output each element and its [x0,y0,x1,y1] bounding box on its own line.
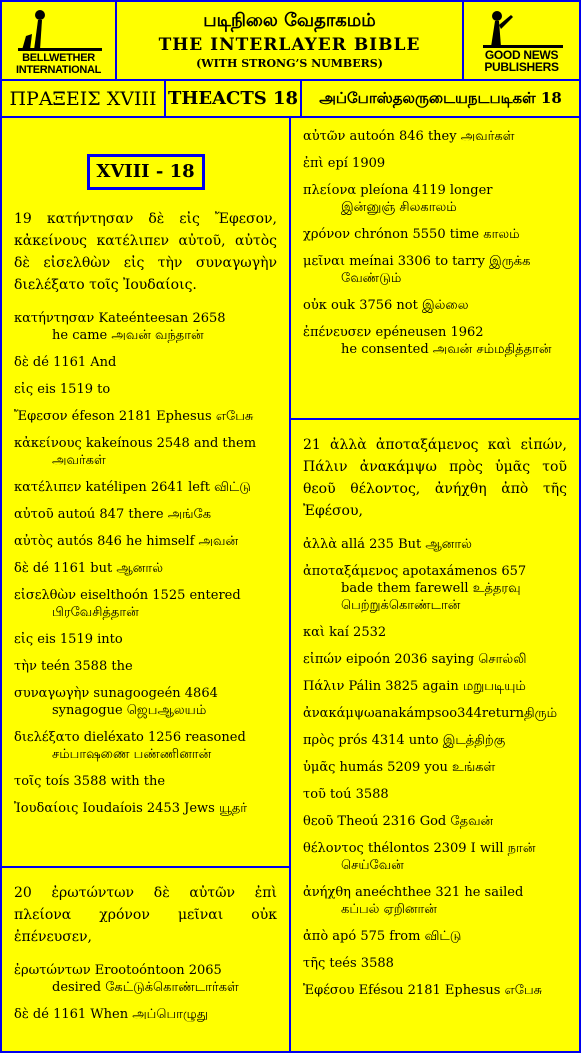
word-entry-main: Πάλιν Pálin 3825 again மறுபடியும் [303,679,526,694]
title-english: THE INTERLAYER BIBLE [158,35,421,55]
word-entry [303,536,567,553]
word-entry [303,226,567,243]
word-entry [303,651,567,668]
word-entry [303,786,567,803]
book-tamil-cell [302,81,579,116]
book-greek: ΠΡΑΞΕΙΣ XVIII [9,87,157,110]
subtitle: (WITH STRONG’S NUMBERS) [196,57,383,70]
goodnews-logo [466,4,577,77]
right-column-upper-panel [291,118,579,418]
word-entry-main: θεοῦ Theoú 2316 God தேவன் [303,814,494,829]
word-entry-main: κατέλιπεν katélipen 2641 left விட்டு [14,480,251,495]
word-entry-gloss: சம்பாஷணை பண்ணினான் [52,747,212,762]
title-panel [117,2,462,79]
book-english: THEACTS 18 [167,88,299,109]
word-entry-main: ἀνήχθη aneéchthee 321 he sailed [303,885,524,900]
chapter-label: XVIII - 18 [87,154,205,190]
right-logo-line2: PUBLISHERS [484,59,559,74]
word-entry [14,560,277,577]
word-entry-main: τοῦ toú 3588 [303,787,389,802]
word-entry [303,297,567,314]
word-entry-main: ἀπὸ apó 575 from விட்டு [303,929,462,944]
word-entry-gloss: செய்வேன் [341,858,404,873]
word-entry-main: ὑμᾶς humás 5209 you உங்கள் [303,760,496,775]
left-column-panel [2,118,289,866]
word-entry-main: κατήντησαν Kateénteesan 2658 [14,311,226,326]
word-entry [303,678,567,695]
word-entry-main: ἐπὶ epí 1909 [303,156,386,171]
word-entry-main: θέλοντος thélontos 2309 I will நான் [303,841,536,856]
right-entry-list-bottom [303,536,567,999]
verse-20-text: 20 ἐρωτώντων δὲ αὐτῶν ἐπὶ πλείονα χρόνον μεῖναι οὐκ ἐπένευσεν, [14,885,277,945]
word-entry-main: τῆς teés 3588 [303,956,394,971]
word-entry [303,128,567,145]
word-entry-gloss: he came அவன் வந்தான் [52,328,204,343]
word-entry [14,506,277,523]
left-entry-list [14,310,277,817]
word-entry [14,773,277,790]
word-entry-main: Ἰουδαίοις Ioudaíois 2453 Jews யூதர் [14,801,248,816]
word-entry-gloss: bade them farewell உத்தரவு பெற்றுக்கொண்டான் [341,581,521,613]
word-entry-main: αὐτὸς autós 846 he himself அவன் [14,534,239,549]
word-entry-main: μεῖναι meínai 3306 to tarry இருக்க [303,254,531,269]
word-entry-main: Ἐφέσου Efésou 2181 Ephesus எபேசு [303,983,543,998]
word-entry-main: ἀποταξάμενος apotaxámenos 657 [303,564,527,579]
word-entry [303,759,567,776]
word-entry [303,840,567,874]
verse-21-text: 21 ἀλλὰ ἀποταξάμενος καὶ εἰπών, Πάλιν ἀνακάμψω πρὸς ὑμᾶς τοῦ θεοῦ θέλοντος, ἀνήχθη ἀπὸ τῆς Ἐφέσου, [303,437,567,519]
word-entry [14,587,277,621]
word-entry [14,310,277,344]
word-entry [14,658,277,675]
word-entry-gloss: desired கேட்டுக்கொண்டார்கள் [52,980,239,995]
left-logo-line2: INTERNATIONAL [15,63,102,76]
word-entry-main: τὴν teén 3588 the [14,659,133,674]
word-entry-main: αὐτῶν autoón 846 they அவர்கள் [303,129,515,144]
word-entry-gloss: வேண்டும் [341,271,402,286]
word-entry-gloss: பிரவேசித்தான் [52,605,139,620]
word-entry [14,1006,277,1023]
word-entry-main: δὲ dé 1161 but ஆனால் [14,561,163,576]
word-entry-main: ἐπένευσεν epéneusen 1962 [303,325,484,340]
word-entry [14,381,277,398]
word-entry-main: τοῖς toís 3588 with the [14,774,166,789]
word-entry-gloss: இன்னுஞ் சிலகாலம் [341,200,457,215]
word-entry [303,884,567,918]
word-entry-main: χρόνον chrónon 5550 time காலம் [303,227,520,242]
word-entry [303,563,567,614]
word-entry-main: εἰς eis 1519 into [14,632,123,647]
word-entry [303,155,567,172]
right-logo-panel [464,2,579,79]
shepherd-icon [14,6,104,52]
word-entry [14,533,277,550]
word-entry [303,182,567,216]
word-entry [303,253,567,287]
word-entry [303,732,567,749]
word-entry [14,685,277,719]
word-entry [303,324,567,358]
figure-icon [477,9,567,49]
word-entry-main: συναγωγὴν sunagoogeén 4864 [14,686,218,701]
word-entry-main: οὐκ ouk 3756 not இல்லை [303,298,469,313]
word-entry [14,800,277,817]
title-tamil: படிநிலை வேதாகமம் [203,10,376,31]
word-entry-main: Ἔφεσον éfeson 2181 Ephesus எபேசு [14,409,254,424]
word-entry-main: ἀνακάμψωanakámpsoo344returnதிரும் [303,706,558,721]
left-entry-list-2 [14,962,277,1023]
word-entry [303,813,567,830]
word-entry [14,479,277,496]
word-entry-main: καὶ kaí 2532 [303,625,387,640]
word-entry-gloss: synagogue ஜெபஆலயம் [52,703,207,718]
left-logo-line1: BELLWETHER [22,51,95,64]
word-entry [14,435,277,469]
left-logo-panel [2,2,115,79]
word-entry [303,982,567,999]
word-entry-main: εἰπών eipoón 2036 saying சொல்லி [303,652,527,667]
word-entry-main: διελέξατο dieléxato 1256 reasoned [14,730,246,745]
right-entry-list-top [303,128,567,358]
word-entry [14,354,277,371]
right-logo-line1: GOOD NEWS [484,47,559,62]
bellwether-logo [4,4,113,77]
word-entry [303,955,567,972]
word-entry-main: κἀκείνους kakeínous 2548 and them [14,436,257,451]
word-entry-main: ἐρωτώντων Erootoóntoon 2065 [14,963,222,978]
verse-19-text: 19 κατήντησαν δὲ εἰς Ἔφεσον, κἀκείνους κατέλιπεν αὐτοῦ, αὐτὸς δὲ εἰσελθὼν εἰς τὴν συναγωγὴν διελέξατο τοῖς Ἰουδαίοις. [14,211,277,293]
word-entry-main: πλείονα pleíona 4119 longer [303,183,493,198]
book-greek-cell [2,81,164,116]
word-entry-main: πρὸς prós 4314 unto இடத்திற்கு [303,733,506,748]
word-entry-main: εἰς eis 1519 to [14,382,111,397]
word-entry-main: δὲ dé 1161 When அப்பொழுது [14,1007,209,1022]
book-english-cell [166,81,300,116]
book-tamil: அப்போஸ்தலருடையநடபடிகள் 18 [319,88,562,107]
word-entry [303,928,567,945]
right-column-lower-panel [291,420,579,1051]
word-entry [14,631,277,648]
word-entry-main: αὐτοῦ autoú 847 there அங்கே [14,507,212,522]
word-entry-gloss: கப்பல் ஏறினான் [341,902,437,917]
word-entry-gloss: he consented அவன் சம்மதித்தான் [341,342,552,357]
word-entry-main: εἰσελθὼν eiselthoón 1525 entered [14,588,241,603]
left-column-lower-panel [2,868,289,1051]
word-entry [14,729,277,763]
word-entry [14,408,277,425]
word-entry-gloss: அவர்கள் [52,453,106,468]
word-entry [303,624,567,641]
word-entry [303,705,567,722]
word-entry-main: δὲ dé 1161 And [14,355,117,370]
word-entry-main: ἀλλὰ allá 235 But ஆனால் [303,537,472,552]
word-entry [14,962,277,996]
